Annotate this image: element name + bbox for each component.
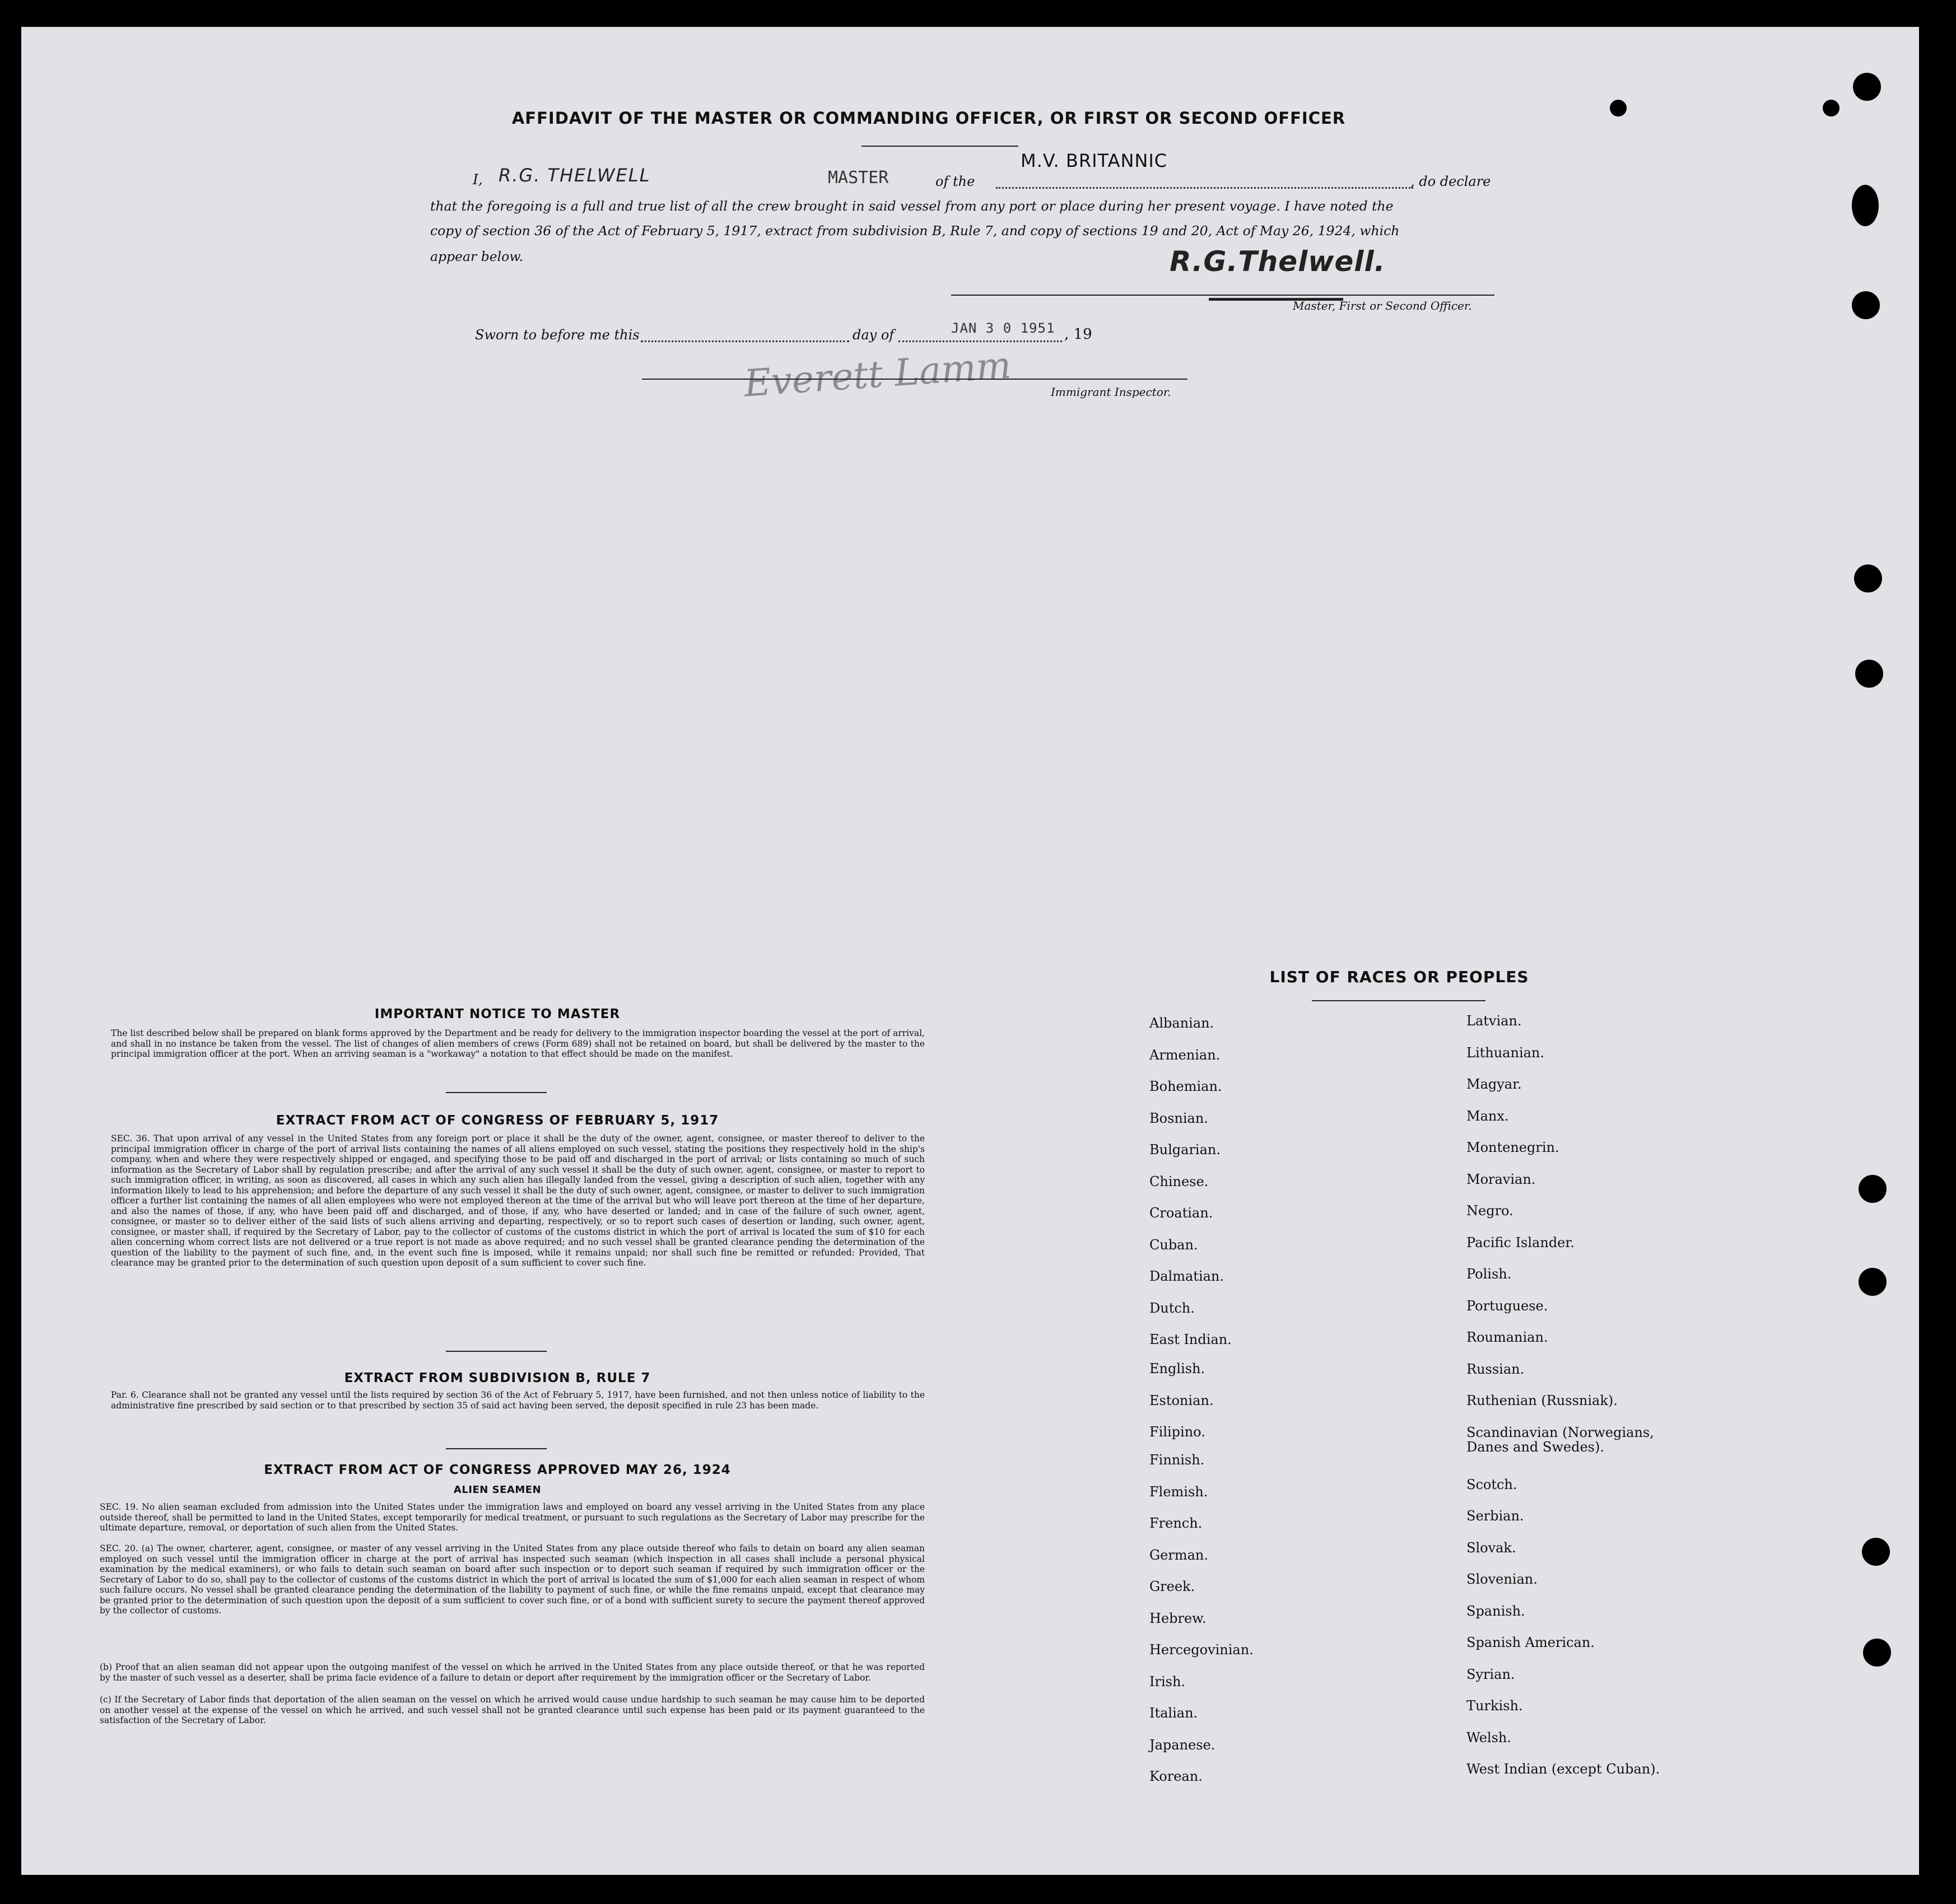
rank-stamp: MASTER bbox=[828, 168, 889, 188]
race-item: Bosnian. bbox=[1149, 1110, 1208, 1126]
race-item: Latvian. bbox=[1466, 1013, 1522, 1029]
race-item: Flemish. bbox=[1149, 1483, 1208, 1500]
affidavit-title: AFFIDAVIT OF THE MASTER OR COMMANDING OFFICER, OR FIRST OR SECOND OFFICER bbox=[511, 109, 1346, 128]
title-rule bbox=[861, 146, 1018, 147]
do-declare-label: , do declare bbox=[1410, 174, 1491, 189]
vessel-name-stamp: M.V. BRITANNIC bbox=[1021, 150, 1168, 171]
binder-hole bbox=[1853, 73, 1881, 101]
race-item: Hercegovinian. bbox=[1149, 1642, 1254, 1658]
race-item: Estonian. bbox=[1149, 1392, 1214, 1408]
race-item: Ruthenian (Russniak). bbox=[1466, 1393, 1618, 1408]
binder-hole bbox=[1862, 1538, 1890, 1566]
race-item: Negro. bbox=[1466, 1203, 1513, 1219]
race-item: Russian. bbox=[1466, 1361, 1525, 1377]
race-item: Italian. bbox=[1149, 1705, 1198, 1721]
race-item: Scandinavian (Norwegians, Danes and Swedes). bbox=[1466, 1424, 1654, 1455]
sworn-month-dots bbox=[898, 340, 1062, 342]
inspector-signature: Everett Lamm bbox=[742, 343, 1013, 405]
race-item: Greek. bbox=[1149, 1579, 1195, 1594]
affidavit-line2: that the foregoing is a full and true list of all the crew brought in said vessel from any port or place during her present voyage. I have noted the bbox=[430, 198, 1394, 214]
race-item: Scotch. bbox=[1466, 1476, 1517, 1492]
notice-rule bbox=[446, 1092, 547, 1093]
document-page bbox=[21, 27, 1919, 1875]
race-item: Irish. bbox=[1149, 1673, 1186, 1690]
races-title-rule bbox=[1312, 1000, 1485, 1001]
rule7-rule bbox=[446, 1448, 547, 1449]
extract-1924-sec20c: (c) If the Secretary of Labor finds that deportation of the alien seaman on the vessel on which he arrived would cause undue hardship to such seaman he may cause him to be deported on another vessel at the expense of the vessel on which he arrived, and such vessel shall not be granted clearance until such expense has been paid or its payment guaranteed to the satisfaction of the Secretary of Labor. bbox=[100, 1695, 925, 1725]
race-item: Portuguese. bbox=[1466, 1298, 1548, 1314]
race-item: Polish. bbox=[1466, 1266, 1512, 1282]
race-item: Bohemian. bbox=[1149, 1079, 1222, 1094]
year-suffix: , 19 bbox=[1064, 326, 1092, 343]
race-item: Serbian. bbox=[1466, 1508, 1524, 1524]
extract-1924-subtitle: ALIEN SEAMEN bbox=[453, 1484, 542, 1496]
notice-title: IMPORTANT NOTICE TO MASTER bbox=[374, 1007, 621, 1021]
race-item: Armenian. bbox=[1149, 1047, 1221, 1063]
binder-hole-small bbox=[1823, 100, 1839, 116]
master-signature-caption: Master, First or Second Officer. bbox=[1293, 299, 1472, 312]
of-the-label: of the bbox=[935, 174, 975, 189]
race-item: Korean. bbox=[1149, 1768, 1203, 1784]
race-item: Manx. bbox=[1466, 1108, 1509, 1124]
binder-hole-small bbox=[1610, 100, 1627, 116]
race-item: Pacific Islander. bbox=[1466, 1234, 1575, 1250]
master-signature: R.G.Thelwell. bbox=[1170, 245, 1386, 278]
binder-hole bbox=[1863, 1639, 1891, 1667]
rule7-text: Par. 6. Clearance shall not be granted any vessel until the lists required by section 36 of the Act of February 5, 1917, have been furnished, and not then unless notice of liability to the administrative fine prescribed by said section or to that prescribed by section 35 of said act having been served, the deposit specified in rule 23 has been made. bbox=[111, 1390, 925, 1411]
affidavit-line1-prefix: I, bbox=[473, 171, 483, 188]
race-item: Slovak. bbox=[1466, 1539, 1516, 1556]
sworn-prefix: Sworn to before me this bbox=[475, 327, 640, 343]
race-item: Slovenian. bbox=[1466, 1571, 1538, 1587]
sworn-day-dots bbox=[641, 340, 849, 342]
race-item: German. bbox=[1149, 1547, 1208, 1563]
race-item: Spanish American. bbox=[1466, 1635, 1595, 1650]
races-title: LIST OF RACES OR PEOPLES bbox=[1269, 968, 1529, 986]
master-signature-rule bbox=[951, 295, 1494, 296]
binder-hole bbox=[1859, 1175, 1887, 1203]
extract-1917-text: SEC. 36. That upon arrival of any vessel in the United States from any foreign port or place it shall be the duty of the owner, agent, consignee, or master thereof to deliver to the principal immigration officer in charge of the port of arrival lists containing the names of all aliens employed on such vessel, stating the positions they respectively hold in the ship's company, when and where they were respectively shipped or engaged, and specifying those to be paid off and discharged in the port of arrival; or lists containing so much of such information as the Secretary of Labor shall by regulation prescribe; and after the arrival of any such vessel it shall be the duty of such owner, agent, consignee, or master to report to such immigration officer, in writing, as soon as discovered, all cases in which any such alien has illegally landed from the vessel, giving a description of such alien, together with any information likely to lead to his apprehension; and before the departure of any such vessel it shall be the duty of such owner, agent, consignee, or master to deliver to such immigration officer a further list containing the names of all alien employees who were not employed thereon at the time of the arrival but who will leave port thereon at the time of her departure, and also the names of those, if any, who have been paid off and discharged, and of those, if any, who have deserted or landed; and in case of the failure of such owner, agent, consignee, or master so to deliver either of the said lists of such aliens arriving and departing, respectively, or so to report such cases of desertion or landing, such owner, agent, consignee, or master shall, if required by the Secretary of Labor, pay to the collector of customs of the customs district in which the port of arrival is located the sum of $10 for each alien concerning whom correct lists are not delivered or a true report is not made as above required; and no such vessel shall be granted clearance pending the determination of the question of the liability to the payment of such fine, and, in the event such fine is imposed, while it remains unpaid; nor shall such fine be remitted or refunded: Provided, That clearance may be granted prior to the determination of such question upon deposit of a sum sufficient to cover such fine. bbox=[111, 1133, 925, 1268]
race-item: Syrian. bbox=[1466, 1666, 1515, 1682]
race-item: Magyar. bbox=[1466, 1076, 1522, 1092]
binder-hole bbox=[1854, 564, 1882, 592]
extract-1917-title: EXTRACT FROM ACT OF CONGRESS OF FEBRUARY 5, 1917 bbox=[276, 1113, 719, 1128]
race-item: East Indian. bbox=[1149, 1332, 1232, 1347]
date-stamp: JAN 3 0 1951 bbox=[951, 320, 1055, 336]
binder-hole bbox=[1855, 660, 1883, 688]
race-item: Cuban. bbox=[1149, 1236, 1198, 1253]
notice-text: The list described below shall be prepared on blank forms approved by the Department and be ready for delivery to the immigration inspector boarding the vessel at the port of arrival, and shall in no instance be taken from the vessel. The list of changes of alien members of crews (Form 689) shall not be retained on board, but shall be delivered by the master to the principal immigration officer at the port. When an arriving seaman is a "workaway" a notation to that effect should be made on the manifest. bbox=[111, 1028, 925, 1059]
race-item: Dalmatian. bbox=[1149, 1268, 1224, 1284]
race-item: Filipino. bbox=[1149, 1424, 1205, 1440]
master-name-handwritten: R.G. THELWELL bbox=[499, 165, 651, 186]
rule7-title: EXTRACT FROM SUBDIVISION B, RULE 7 bbox=[344, 1371, 651, 1385]
binder-hole bbox=[1852, 185, 1879, 226]
affidavit-line1-dots bbox=[996, 187, 1413, 189]
race-item: Turkish. bbox=[1466, 1698, 1523, 1714]
race-item: Chinese. bbox=[1149, 1173, 1209, 1189]
race-item: Roumanian. bbox=[1466, 1329, 1548, 1345]
race-item: Spanish. bbox=[1466, 1603, 1525, 1619]
extract-1917-rule bbox=[446, 1351, 547, 1352]
affidavit-line3: copy of section 36 of the Act of February 5, 1917, extract from subdivision B, Rule 7, and copy of sections 19 and 20, Act of May 26, 1924, which bbox=[430, 223, 1400, 239]
inspector-signature-rule bbox=[642, 379, 1187, 380]
race-item: Dutch. bbox=[1149, 1300, 1195, 1316]
inspector-caption: Immigrant Inspector. bbox=[1051, 385, 1171, 399]
race-item: Moravian. bbox=[1466, 1171, 1536, 1187]
race-item: Finnish. bbox=[1149, 1452, 1205, 1468]
race-item: Bulgarian. bbox=[1149, 1142, 1221, 1158]
race-item: Albanian. bbox=[1149, 1015, 1214, 1031]
race-item: English. bbox=[1149, 1361, 1205, 1376]
affidavit-line4: appear below. bbox=[430, 249, 524, 264]
day-of-label: day of bbox=[853, 327, 895, 343]
extract-1924-title: EXTRACT FROM ACT OF CONGRESS APPROVED MAY 26, 1924 bbox=[264, 1463, 731, 1477]
race-item: Montenegrin. bbox=[1466, 1140, 1559, 1155]
extract-1924-sec20b: (b) Proof that an alien seaman did not appear upon the outgoing manifest of the vessel on which he arrived in the United States from any place outside thereof, or that he was reported by the master of such vessel as a deserter, shall be prima facie evidence of a failure to detain or deport after requirement by the immigration officer or the Secretary of Labor. bbox=[100, 1662, 925, 1683]
race-item: Lithuanian. bbox=[1466, 1044, 1545, 1061]
race-item: Croatian. bbox=[1149, 1205, 1213, 1221]
extract-1924-sec20a: SEC. 20. (a) The owner, charterer, agent, consignee, or master of any vessel arriving in the United States from any place outside thereof who fails to detain on board any alien seaman employed on such vessel until the immigration officer in charge at the port of arrival has inspected such seaman (which inspection in all cases shall include a personal physical examination by the medical examiners), or who fails to detain such seaman on board after such inspection or to deport such seaman if required by such immigration officer or the Secretary of Labor to do so, shall pay to the collector of customs of the customs district in which the port of arrival is located the sum of $1,000 for each alien seaman in respect of whom such failure occurs. No vessel shall be granted clearance pending the determination of the liability to payment of such fine, or while the fine remains unpaid, except that clearance may be granted prior to the determination of such question upon the deposit of a sum sufficient to cover such fine, or of a bond with sufficient surety to secure the payment thereof approved by the collector of customs. bbox=[100, 1543, 925, 1616]
extract-1924-sec19: SEC. 19. No alien seaman excluded from admission into the United States under the immigration laws and employed on board any vessel arriving in the United States from any place outside thereof, shall be permitted to land in the United States, except temporarily for medical treatment, or pursuant to such regulations as the Secretary of Labor may prescribe for the ultimate departure, removal, or deportation of such alien from the United States. bbox=[100, 1502, 925, 1533]
race-item: French. bbox=[1149, 1515, 1203, 1531]
binder-hole bbox=[1859, 1268, 1887, 1296]
race-item: West Indian (except Cuban). bbox=[1466, 1761, 1660, 1777]
binder-hole bbox=[1852, 291, 1880, 319]
race-item: Hebrew. bbox=[1149, 1610, 1207, 1626]
race-item: Japanese. bbox=[1149, 1737, 1215, 1753]
race-item: Welsh. bbox=[1466, 1729, 1511, 1746]
